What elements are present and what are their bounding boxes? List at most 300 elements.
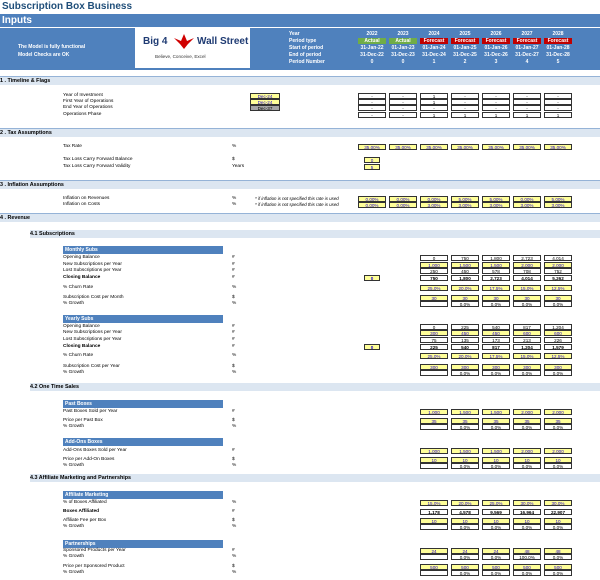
tax-rate-input[interactable]: 35.00% bbox=[451, 144, 479, 150]
affiliate-pct-value[interactable]: 15.0% bbox=[420, 500, 448, 506]
partnerships-growth1-value: 0.0% bbox=[451, 554, 479, 560]
flag-value: - bbox=[482, 99, 510, 105]
monthly-new-value[interactable]: 2,000 bbox=[513, 262, 541, 268]
yearly-churn-value[interactable]: 25.0% bbox=[420, 353, 448, 359]
subsection-affiliate-label: 4.3 Affiliate Marketing and Partnerships bbox=[30, 475, 132, 481]
yearly-opening-value: 817 bbox=[513, 324, 541, 330]
inflation-input[interactable]: 5.00% bbox=[482, 196, 510, 202]
timeline-header-type: Forecast bbox=[513, 38, 541, 44]
past-price-value[interactable]: 35 bbox=[451, 418, 479, 424]
flag-value: - bbox=[513, 93, 541, 99]
tax-validity-label: Tax Loss Carry Forward Validity bbox=[63, 164, 131, 169]
section-tax bbox=[0, 128, 600, 137]
subsection-affiliate bbox=[30, 474, 600, 482]
yearly-growth-value bbox=[420, 370, 448, 376]
flag-value: 1 bbox=[513, 112, 541, 118]
affiliate-boxes-value: 9,569 bbox=[482, 509, 510, 515]
unit-label: % bbox=[232, 285, 237, 290]
past-price-value[interactable]: 35 bbox=[513, 418, 541, 424]
company-logo bbox=[135, 28, 250, 68]
affiliate-pct-value[interactable]: 25.0% bbox=[482, 500, 510, 506]
addons-price-value[interactable]: 10 bbox=[544, 457, 572, 463]
inflation-input[interactable]: 0.00% bbox=[513, 196, 541, 202]
unit-label: % bbox=[232, 144, 237, 149]
unit-label: # bbox=[232, 548, 235, 553]
monthly-opening-value: 0 bbox=[420, 255, 448, 261]
affiliate-boxes-value: 1,178 bbox=[420, 509, 448, 515]
unit-label: % bbox=[232, 196, 237, 201]
flag-label: Operations Phase bbox=[63, 112, 102, 117]
past-sold-label: Past Boxes Sold per Year bbox=[63, 409, 118, 414]
monthly-cost-value[interactable]: 30 bbox=[482, 295, 510, 301]
addons-price-value[interactable]: 10 bbox=[482, 457, 510, 463]
timeline-header-start: 01-Jan-23 bbox=[391, 45, 415, 51]
monthly-cost-value[interactable]: 30 bbox=[451, 295, 479, 301]
addons-price-value[interactable]: 10 bbox=[420, 457, 448, 463]
section-timeline bbox=[0, 76, 600, 85]
yearly-churn-value[interactable]: 12.5% bbox=[544, 353, 572, 359]
partnerships-growth2-value: 0.0% bbox=[544, 570, 572, 576]
past-sold-value[interactable]: 1,500 bbox=[451, 409, 479, 415]
timeline-header-start: 01-Jan-28 bbox=[546, 45, 570, 51]
block-header: Affiliate Marketing bbox=[63, 491, 223, 499]
yearly-opening-value: 225 bbox=[451, 324, 479, 330]
inflation-input[interactable]: 3.00% bbox=[420, 202, 448, 208]
timeline-header-start: 01-Jan-24 bbox=[422, 45, 446, 51]
inflation-input[interactable]: 0.00% bbox=[389, 196, 417, 202]
timeline-header-type: Actual bbox=[358, 38, 386, 44]
tax-rate-input[interactable]: 35.00% bbox=[513, 144, 541, 150]
timeline-header-type: Forecast bbox=[451, 38, 479, 44]
flag-value: 1 bbox=[544, 112, 572, 118]
yearly-closing-start: 0 bbox=[364, 344, 380, 350]
timeline-header-number: 0 bbox=[370, 59, 374, 65]
tax-rate-input[interactable]: 35.00% bbox=[389, 144, 417, 150]
monthly-cost-value[interactable]: 30 bbox=[420, 295, 448, 301]
affiliate-boxes-value: 4,578 bbox=[451, 509, 479, 515]
partnerships-price-value[interactable]: 500 bbox=[451, 564, 479, 570]
yearly-new-value[interactable]: 600 bbox=[513, 330, 541, 336]
addons-growth-label: % Growth bbox=[63, 463, 85, 468]
partnerships-price-value[interactable]: 500 bbox=[482, 564, 510, 570]
yearly-churn-label: % Churn Rate bbox=[63, 353, 94, 358]
unit-label: % bbox=[232, 524, 237, 529]
sheet-title: Inputs bbox=[2, 15, 32, 26]
monthly-opening-value: 750 bbox=[451, 255, 479, 261]
monthly-churn-value[interactable]: 15.0% bbox=[513, 285, 541, 291]
affiliate-growth-value: 0.0% bbox=[451, 524, 479, 530]
yearly-churn-value[interactable]: 20.0% bbox=[451, 353, 479, 359]
addons-sold-label: Add-Ons Boxes Sold per Year bbox=[63, 448, 127, 453]
yearly-new-value[interactable]: 600 bbox=[544, 330, 572, 336]
partnerships-growth2-value: 0.0% bbox=[451, 570, 479, 576]
timeline-header-year: 2025 bbox=[459, 31, 471, 37]
past-growth-value bbox=[420, 424, 448, 430]
yearly-lost-value: 226 bbox=[544, 337, 572, 343]
monthly-growth-value bbox=[420, 301, 448, 307]
monthly-cost-value[interactable]: 30 bbox=[544, 295, 572, 301]
unit-label: # bbox=[232, 262, 235, 267]
tax-rate-input[interactable]: 35.00% bbox=[482, 144, 510, 150]
flag-value: - bbox=[544, 105, 572, 111]
monthly-closing-value: 2,723 bbox=[482, 275, 510, 281]
yearly-cost-value[interactable]: 300 bbox=[482, 364, 510, 370]
section-inflation bbox=[0, 180, 600, 189]
unit-label: # bbox=[232, 509, 235, 514]
partnerships-products-value[interactable]: 48 bbox=[513, 548, 541, 554]
timeline-header-end: 31-Dec-23 bbox=[391, 52, 415, 58]
partnerships-growth2-label: % Growth bbox=[63, 570, 85, 575]
flag-value: - bbox=[358, 105, 386, 111]
yearly-cost-value[interactable]: 300 bbox=[451, 364, 479, 370]
affiliate-fee-value[interactable]: 10 bbox=[544, 518, 572, 524]
section-revenue bbox=[0, 213, 600, 222]
inflation-note: * if inflation is not specified this rate is used bbox=[255, 196, 339, 201]
yearly-cost-value[interactable]: 300 bbox=[513, 364, 541, 370]
flag-date-input[interactable]: Dec-24 bbox=[250, 93, 280, 99]
timeline-header-year: 2028 bbox=[552, 31, 564, 37]
addons-growth-value: 0.0% bbox=[513, 463, 541, 469]
yearly-growth-value: 0.0% bbox=[451, 370, 479, 376]
partnerships-products-value[interactable]: 24 bbox=[451, 548, 479, 554]
yearly-new-value[interactable]: 300 bbox=[420, 330, 448, 336]
yearly-lost-value: 213 bbox=[513, 337, 541, 343]
yearly-cost-value[interactable]: 300 bbox=[544, 364, 572, 370]
flag-value: - bbox=[451, 93, 479, 99]
flag-value: - bbox=[451, 105, 479, 111]
inflation-label: Inflation on Costs bbox=[63, 202, 101, 207]
yearly-closing-value: 540 bbox=[451, 344, 479, 350]
affiliate-boxes-label: Boxes Affiliated bbox=[63, 509, 100, 514]
monthly-churn-label: % Churn Rate bbox=[63, 285, 94, 290]
timeline-header-start: 01-Jan-27 bbox=[515, 45, 539, 51]
section-tax-label: 2 . Tax Assumptions bbox=[0, 130, 52, 136]
unit-label: % bbox=[232, 554, 237, 559]
unit-label: # bbox=[232, 448, 235, 453]
inflation-note: * if inflation is not specified this rate is used bbox=[255, 202, 339, 207]
partnerships-products-value[interactable]: 48 bbox=[544, 548, 572, 554]
unit-label: % bbox=[232, 570, 237, 575]
flag-value: - bbox=[358, 112, 386, 118]
monthly-churn-value[interactable]: 17.5% bbox=[482, 285, 510, 291]
yearly-closing-value: 817 bbox=[482, 344, 510, 350]
tax-rate-input[interactable]: 35.00% bbox=[358, 144, 386, 150]
flag-date-input[interactable]: Dec-37 bbox=[250, 105, 280, 111]
unit-label: $ bbox=[232, 157, 235, 162]
monthly-growth-value: 0.0% bbox=[451, 301, 479, 307]
inflation-input[interactable]: 5.00% bbox=[544, 196, 572, 202]
monthly-new-value[interactable]: 1,000 bbox=[420, 262, 448, 268]
flag-value: - bbox=[389, 93, 417, 99]
inflation-input[interactable]: 3.00% bbox=[482, 202, 510, 208]
monthly-new-label: New Subscriptions per Year bbox=[63, 262, 122, 267]
timeline-header-number: 0 bbox=[401, 59, 405, 65]
subsection-subscriptions-label: 4.1 Subscriptions bbox=[30, 231, 75, 237]
affiliate-growth-value bbox=[420, 524, 448, 530]
addons-growth-value bbox=[420, 463, 448, 469]
partnerships-products-label: Sponsored Products per Year bbox=[63, 548, 126, 553]
timeline-header-end: 31-Dec-25 bbox=[453, 52, 477, 58]
inflation-input[interactable]: 3.00% bbox=[451, 202, 479, 208]
monthly-growth-value: 0.0% bbox=[544, 301, 572, 307]
affiliate-boxes-value: 22,907 bbox=[544, 509, 572, 515]
monthly-new-value[interactable]: 1,500 bbox=[451, 262, 479, 268]
unit-label: $ bbox=[232, 364, 235, 369]
yearly-opening-value: 540 bbox=[482, 324, 510, 330]
unit-label: % bbox=[232, 301, 237, 306]
inflation-input[interactable]: 5.00% bbox=[451, 196, 479, 202]
addons-sold-value[interactable]: 1,500 bbox=[451, 448, 479, 454]
partnerships-growth2-value: 0.0% bbox=[482, 570, 510, 576]
yearly-lost-value: 75 bbox=[420, 337, 448, 343]
yearly-churn-value[interactable]: 17.5% bbox=[482, 353, 510, 359]
block-header: Add-Ons Boxes bbox=[63, 438, 223, 446]
logo-text-street: Wall Street bbox=[197, 36, 249, 47]
monthly-growth-value: 0.0% bbox=[482, 301, 510, 307]
yearly-opening-value: 1,204 bbox=[544, 324, 572, 330]
flag-date-input[interactable]: Dec-24 bbox=[250, 99, 280, 105]
timeline-header-start: 31-Jan-22 bbox=[360, 45, 384, 51]
addons-sold-value[interactable]: 2,000 bbox=[513, 448, 541, 454]
addons-price-value[interactable]: 10 bbox=[513, 457, 541, 463]
affiliate-pct-value[interactable]: 30.0% bbox=[544, 500, 572, 506]
logo-text: Big 4 bbox=[143, 36, 168, 47]
affiliate-boxes-value: 16,964 bbox=[513, 509, 541, 515]
inflation-input[interactable]: 0.00% bbox=[389, 202, 417, 208]
past-growth-value: 0.0% bbox=[544, 424, 572, 430]
past-sold-value[interactable]: 1,000 bbox=[420, 409, 448, 415]
partnerships-price-value[interactable]: 500 bbox=[544, 564, 572, 570]
addons-price-label: Price per Add-On Boxes bbox=[63, 457, 115, 462]
timeline-header-type: Forecast bbox=[544, 38, 572, 44]
monthly-churn-value[interactable]: 20.0% bbox=[451, 285, 479, 291]
yearly-new-value[interactable]: 450 bbox=[451, 330, 479, 336]
partnerships-products-value[interactable]: 24 bbox=[420, 548, 448, 554]
past-growth-value: 0.0% bbox=[482, 424, 510, 430]
timeline-header-year: 2024 bbox=[428, 31, 440, 37]
flag-value: 1 bbox=[420, 99, 448, 105]
yearly-closing-value: 225 bbox=[420, 344, 448, 350]
affiliate-fee-label: Affiliate Fee per Box bbox=[63, 518, 107, 523]
affiliate-fee-value[interactable]: 10 bbox=[420, 518, 448, 524]
unit-label: % bbox=[232, 463, 237, 468]
flag-value: - bbox=[482, 105, 510, 111]
tax-carry-label: Tax Loss Carry Forward Balance bbox=[63, 157, 133, 162]
timeline-header-end: 31-Dec-22 bbox=[360, 52, 384, 58]
timeline-header-start: 01-Jan-26 bbox=[484, 45, 508, 51]
monthly-lost-value: 250 bbox=[420, 268, 448, 274]
past-sold-value[interactable]: 2,000 bbox=[544, 409, 572, 415]
unit-label: $ bbox=[232, 457, 235, 462]
flag-value: - bbox=[451, 99, 479, 105]
monthly-opening-value: 4,014 bbox=[544, 255, 572, 261]
monthly-churn-value[interactable]: 12.5% bbox=[544, 285, 572, 291]
monthly-growth-label: % Growth bbox=[63, 301, 85, 306]
unit-label: $ bbox=[232, 295, 235, 300]
flag-value: - bbox=[389, 105, 417, 111]
subsection-one-time-sales bbox=[30, 383, 600, 391]
monthly-closing-value: 5,262 bbox=[544, 275, 572, 281]
tax-rate-input[interactable]: 35.00% bbox=[544, 144, 572, 150]
timeline-header-label: Start of period bbox=[289, 45, 324, 51]
affiliate-growth-label: % Growth bbox=[63, 524, 85, 529]
model-checks: Model Checks are OK bbox=[18, 52, 70, 58]
yearly-new-value[interactable]: 450 bbox=[482, 330, 510, 336]
unit-label: % bbox=[232, 353, 237, 358]
unit-label: # bbox=[232, 337, 235, 342]
inflation-input[interactable]: 0.00% bbox=[358, 196, 386, 202]
yearly-lost-value: 135 bbox=[451, 337, 479, 343]
yearly-churn-value[interactable]: 15.0% bbox=[513, 353, 541, 359]
past-growth-value: 0.0% bbox=[451, 424, 479, 430]
affiliate-growth-value: 0.0% bbox=[482, 524, 510, 530]
section-inflation-label: 3 . Inflation Assumptions bbox=[0, 182, 64, 188]
monthly-growth-value: 0.0% bbox=[513, 301, 541, 307]
tax-carry-input[interactable]: 0 bbox=[364, 157, 380, 163]
timeline-header-number: 1 bbox=[432, 59, 436, 65]
flag-label: End Year of Operations bbox=[63, 105, 113, 110]
unit-label: # bbox=[232, 344, 235, 349]
affiliate-fee-value[interactable]: 10 bbox=[451, 518, 479, 524]
flag-value: - bbox=[389, 112, 417, 118]
addons-sold-value[interactable]: 1,000 bbox=[420, 448, 448, 454]
yearly-cost-label: Subscription Cost per Year bbox=[63, 364, 120, 369]
yearly-growth-value: 0.0% bbox=[544, 370, 572, 376]
addons-growth-value: 0.0% bbox=[451, 463, 479, 469]
addons-sold-value[interactable]: 2,000 bbox=[544, 448, 572, 454]
timeline-header-number: 5 bbox=[556, 59, 560, 65]
partnerships-growth1-value: 0.0% bbox=[482, 554, 510, 560]
flag-value: - bbox=[513, 105, 541, 111]
yearly-closing-label: Closing Balance bbox=[63, 344, 101, 349]
timeline-header-year: 2026 bbox=[490, 31, 502, 37]
past-price-value[interactable]: 35 bbox=[420, 418, 448, 424]
flag-value: - bbox=[389, 99, 417, 105]
monthly-new-value[interactable]: 1,500 bbox=[482, 262, 510, 268]
inflation-input[interactable]: 3.00% bbox=[544, 202, 572, 208]
unit-label: $ bbox=[232, 518, 235, 523]
affiliate-pct-label: % of Boxes Affiliated bbox=[63, 500, 107, 505]
model-status: The Model is fully functional bbox=[18, 44, 86, 50]
yearly-growth-value: 0.0% bbox=[482, 370, 510, 376]
yearly-cost-value[interactable]: 300 bbox=[420, 364, 448, 370]
timeline-header-end: 31-Dec-24 bbox=[422, 52, 446, 58]
inflation-input[interactable]: 0.00% bbox=[420, 196, 448, 202]
affiliate-fee-value[interactable]: 10 bbox=[482, 518, 510, 524]
monthly-opening-value: 1,800 bbox=[482, 255, 510, 261]
monthly-closing-label: Closing Balance bbox=[63, 275, 101, 280]
monthly-lost-value: 708 bbox=[513, 268, 541, 274]
unit-label: % bbox=[232, 424, 237, 429]
yearly-opening-value: 0 bbox=[420, 324, 448, 330]
partnerships-price-value[interactable]: 500 bbox=[513, 564, 541, 570]
monthly-churn-value[interactable]: 25.0% bbox=[420, 285, 448, 291]
timeline-header-end: 31-Dec-27 bbox=[515, 52, 539, 58]
addons-sold-value[interactable]: 1,500 bbox=[482, 448, 510, 454]
timeline-header-start: 01-Jan-25 bbox=[453, 45, 477, 51]
tax-rate-input[interactable]: 35.00% bbox=[420, 144, 448, 150]
flag-value: - bbox=[544, 93, 572, 99]
addons-price-value[interactable]: 10 bbox=[451, 457, 479, 463]
flag-value: - bbox=[482, 93, 510, 99]
tax-validity-input[interactable]: 5 bbox=[364, 164, 380, 170]
partnerships-price-value[interactable]: 500 bbox=[420, 564, 448, 570]
affiliate-growth-value: 0.0% bbox=[513, 524, 541, 530]
flag-value: 1 bbox=[420, 112, 448, 118]
flag-value: - bbox=[544, 99, 572, 105]
flag-value: 1 bbox=[451, 112, 479, 118]
monthly-closing-value: 1,800 bbox=[451, 275, 479, 281]
addons-growth-value: 0.0% bbox=[544, 463, 572, 469]
unit-label: # bbox=[232, 324, 235, 329]
monthly-new-value[interactable]: 2,000 bbox=[544, 262, 572, 268]
yearly-new-label: New Subscriptions per Year bbox=[63, 330, 122, 335]
flag-value: - bbox=[358, 93, 386, 99]
section-timeline-label: 1 . Timeline & Flags bbox=[0, 78, 51, 84]
block-header: Yearly Subs bbox=[63, 315, 223, 323]
partnerships-growth2-value bbox=[420, 570, 448, 576]
flag-value: - bbox=[420, 105, 448, 111]
past-price-label: Price per Past Box bbox=[63, 418, 103, 423]
timeline-header-number: 3 bbox=[494, 59, 498, 65]
timeline-header-year: 2027 bbox=[521, 31, 533, 37]
past-sold-value[interactable]: 2,000 bbox=[513, 409, 541, 415]
timeline-header-year: 2023 bbox=[397, 31, 409, 37]
monthly-closing-value: 4,014 bbox=[513, 275, 541, 281]
partnerships-growth1-value: 100.0% bbox=[513, 554, 541, 560]
monthly-lost-label: Lost Subscriptions per Year bbox=[63, 268, 122, 273]
monthly-opening-label: Opening Balance bbox=[63, 255, 100, 260]
yearly-closing-value: 1,204 bbox=[513, 344, 541, 350]
past-price-value[interactable]: 35 bbox=[482, 418, 510, 424]
unit-label: # bbox=[232, 330, 235, 335]
eagle-icon bbox=[173, 32, 195, 50]
past-growth-label: % Growth bbox=[63, 424, 85, 429]
block-header: Past Boxes bbox=[63, 400, 223, 408]
affiliate-fee-value[interactable]: 10 bbox=[513, 518, 541, 524]
partnerships-products-value[interactable]: 24 bbox=[482, 548, 510, 554]
past-price-value[interactable]: 35 bbox=[544, 418, 572, 424]
partnerships-growth2-value: 0.0% bbox=[513, 570, 541, 576]
unit-label: # bbox=[232, 268, 235, 273]
timeline-header-year: 2022 bbox=[366, 31, 378, 37]
subsection-one-time-sales-label: 4.2 One Time Sales bbox=[30, 384, 80, 390]
flag-value: - bbox=[358, 99, 386, 105]
section-revenue-label: 4 . Revenue bbox=[0, 215, 30, 221]
past-sold-value[interactable]: 1,500 bbox=[482, 409, 510, 415]
affiliate-pct-value[interactable]: 20.0% bbox=[451, 500, 479, 506]
monthly-cost-value[interactable]: 30 bbox=[513, 295, 541, 301]
inflation-input[interactable]: 0.00% bbox=[358, 202, 386, 208]
partnerships-growth1-label: % Growth bbox=[63, 554, 85, 559]
inflation-input[interactable]: 3.00% bbox=[513, 202, 541, 208]
inputs-band bbox=[0, 14, 600, 27]
affiliate-pct-value[interactable]: 30.0% bbox=[513, 500, 541, 506]
block-header: Monthly Subs bbox=[63, 246, 223, 254]
monthly-lost-value: 450 bbox=[451, 268, 479, 274]
unit-label: # bbox=[232, 255, 235, 260]
unit-label: # bbox=[232, 275, 235, 280]
subsection-subscriptions bbox=[30, 230, 600, 238]
partnerships-growth1-value: 0.0% bbox=[544, 554, 572, 560]
timeline-header-label: End of period bbox=[289, 52, 322, 58]
logo-tagline: Believe, Conceive, Excel bbox=[155, 54, 206, 59]
model-title: Subscription Box Business bbox=[2, 1, 133, 12]
timeline-header-label: Period Number bbox=[289, 59, 325, 65]
yearly-growth-label: % Growth bbox=[63, 370, 85, 375]
flag-value: 1 bbox=[420, 93, 448, 99]
timeline-header-type: Forecast bbox=[482, 38, 510, 44]
